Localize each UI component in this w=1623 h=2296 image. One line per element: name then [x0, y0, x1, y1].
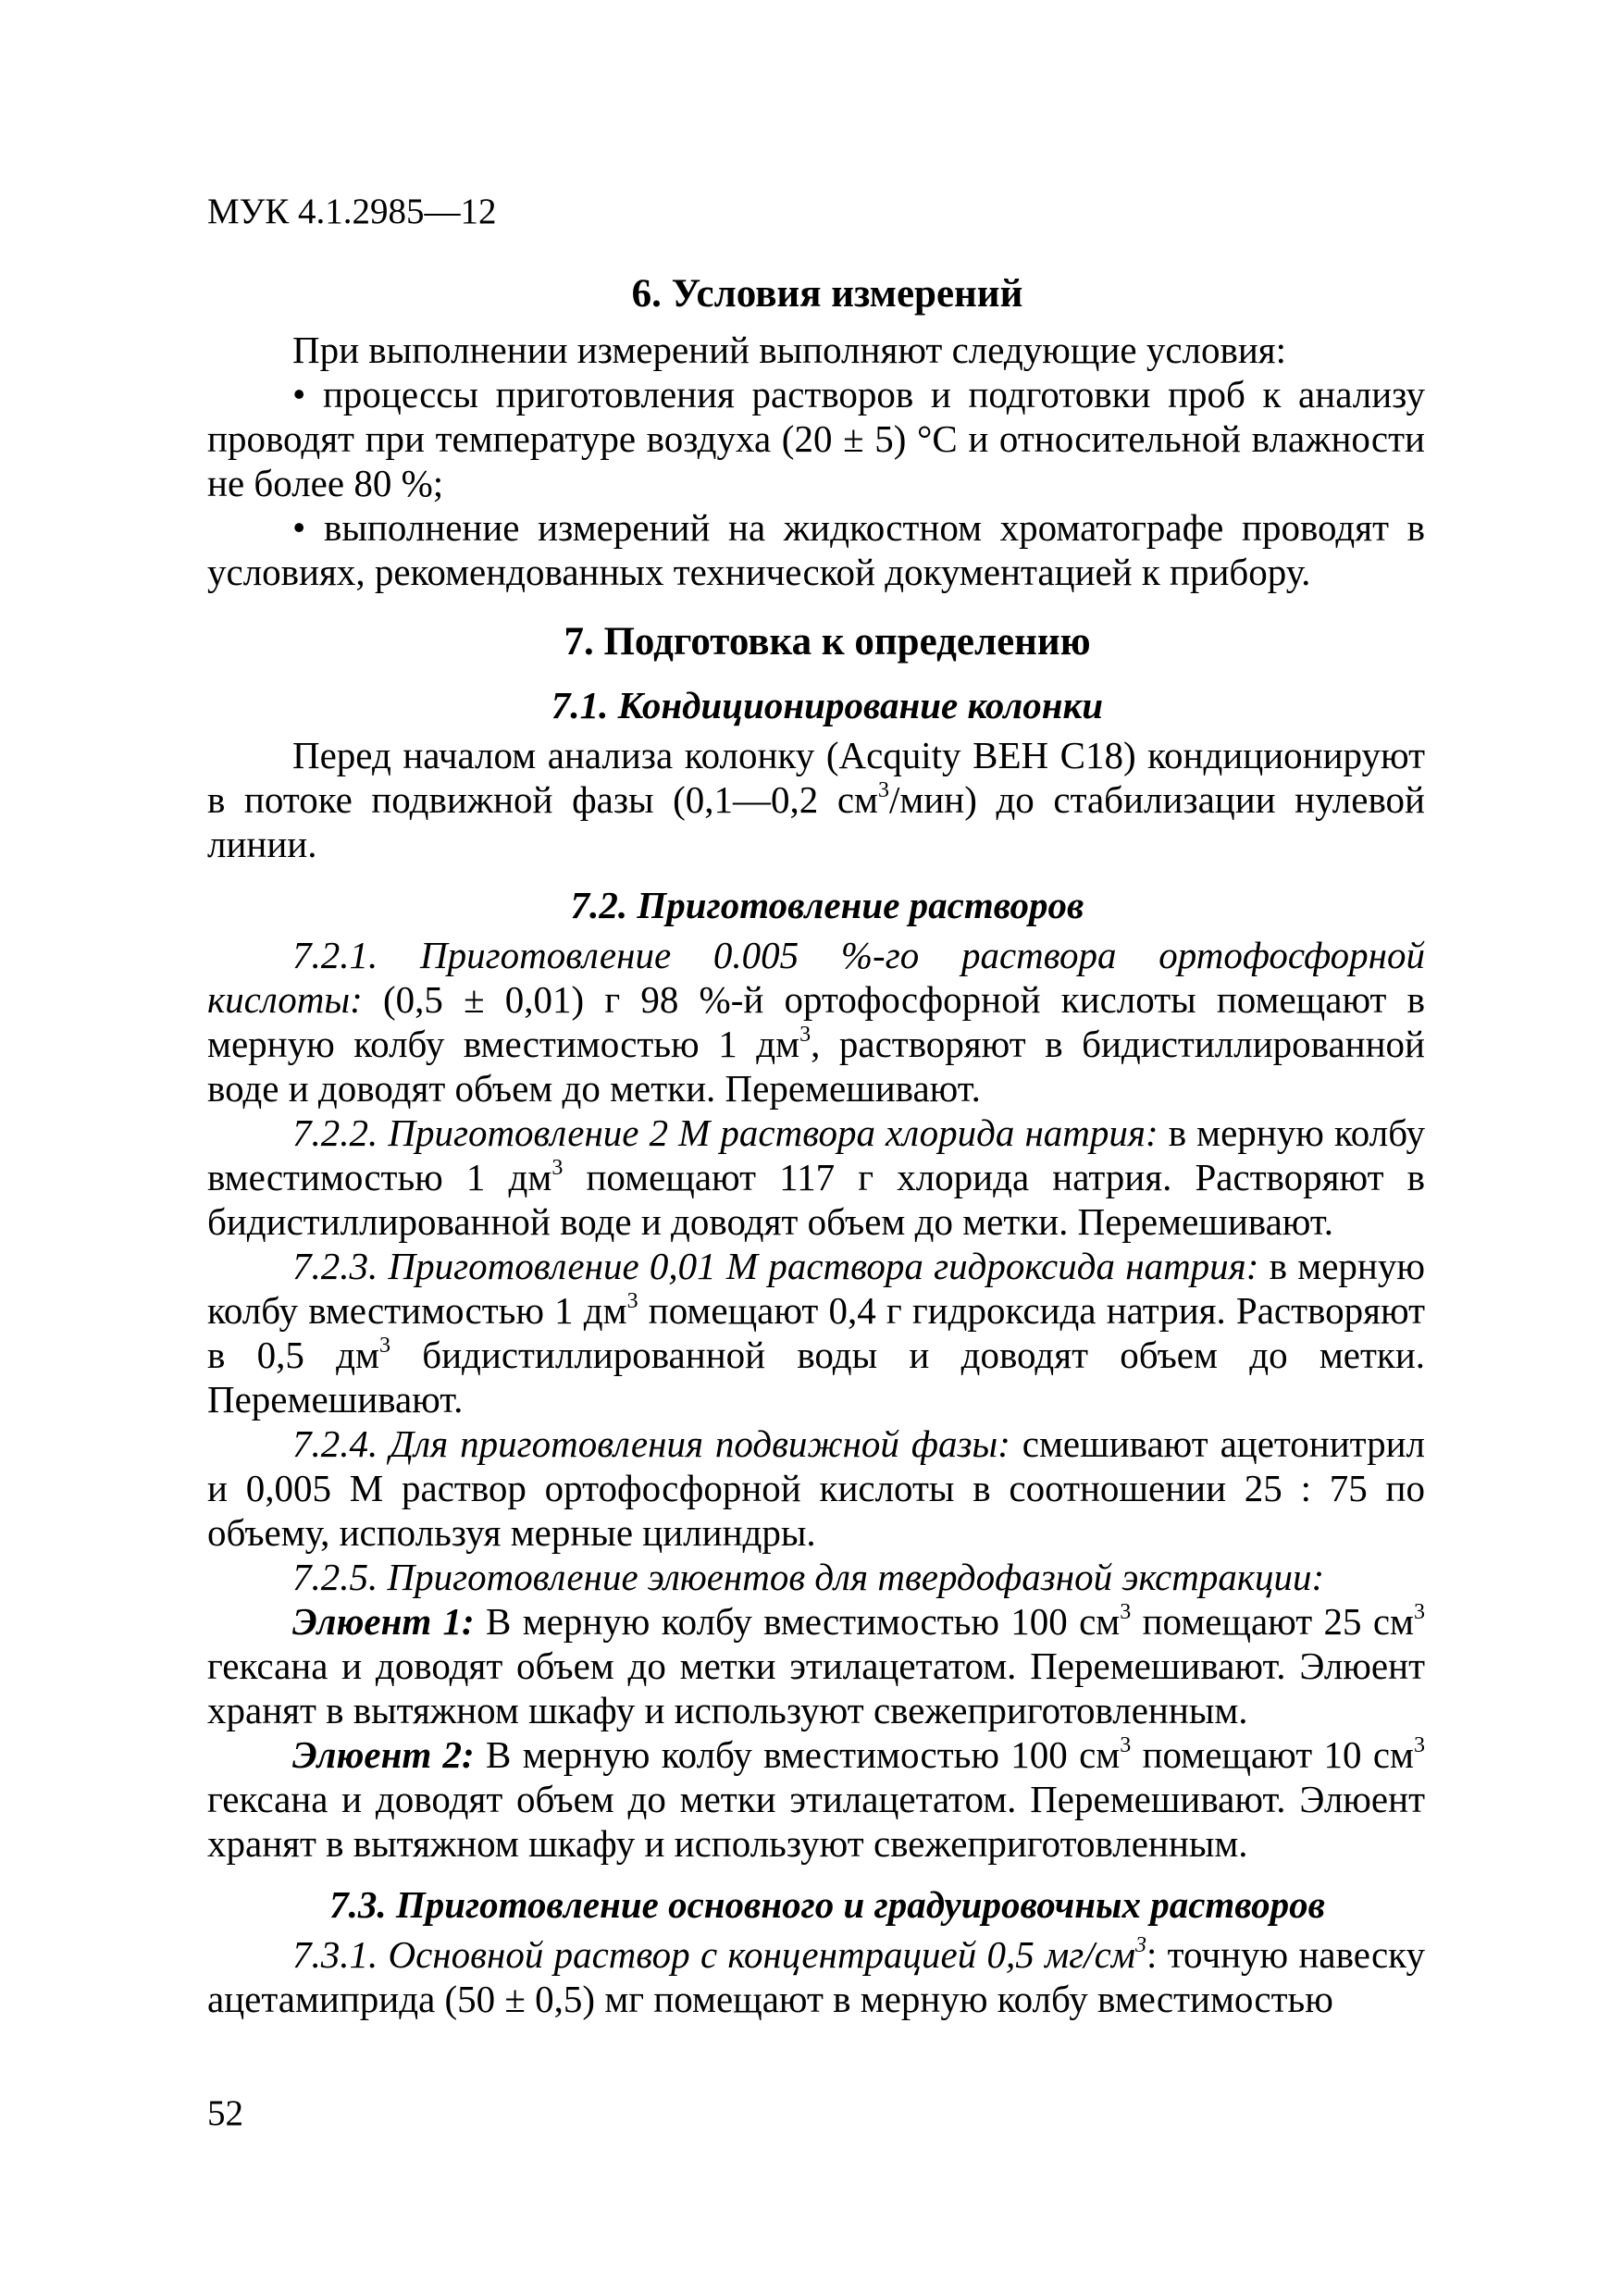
superscript: 3: [799, 1023, 812, 1047]
text-fragment: точную навеску ацетамиприда (50 ± 0,5) мг помещают в мерную колбу вместимостью: [207, 1933, 1425, 2020]
superscript: 3: [626, 1289, 638, 1313]
paragraph-7-2-4: [207, 1421, 1425, 1555]
superscript: 3: [1134, 1933, 1146, 1957]
eluent-label: Элюент 1:: [292, 1600, 475, 1643]
subsection-7-3-title: 7.3. Приготовление основного и градуировочных растворов: [329, 1883, 1325, 1926]
text-fragment: гексана и доводят объем до метки этилацетатом. Перемешивают. Элюент хранят в вытяжном шкафу и используют свежеприготовленным.: [207, 1778, 1425, 1865]
subsection-7-1-title: 7.1. Кондиционирование колонки: [551, 684, 1104, 726]
paragraph-7-2-3: [207, 1244, 1425, 1421]
text-fragment: помещают 117 г хлорида натрия. Растворяют в бидистиллированной воде и доводят объем до метки. Перемешивают.: [207, 1156, 1425, 1243]
text-fragment: В мерную колбу вместимостью 100 см: [474, 1600, 1121, 1643]
superscript: 3: [878, 778, 889, 802]
text-fragment: в мерную колбу вместимостью 1 дм: [207, 1111, 1425, 1198]
paragraph-label: 7.2.1. Приготовление 0.005 %-го раствора ортофосфорной кислоты:: [207, 934, 1425, 1021]
text-fragment: помещают 10 см: [1131, 1733, 1414, 1776]
eluent-1: [207, 1599, 1425, 1732]
paragraph-label: 7.2.5. Приготовление элюентов для твердофазной экстракции:: [292, 1556, 1325, 1598]
superscript: 3: [1413, 1600, 1425, 1624]
text-fragment: /мин) до стабилизации нулевой линии.: [207, 778, 1425, 865]
section-6-intro: При выполнении измерений выполняют следующие условия:: [292, 329, 1287, 371]
section-7-title: 7. Подготовка к определению: [564, 620, 1091, 664]
superscript: 3: [551, 1156, 564, 1180]
text-fragment: помещают 0,4 г гидроксида натрия. Растворяют в 0,5 дм: [207, 1289, 1425, 1376]
paragraph-label: 7.2.4. Для приготовления подвижной фазы:: [292, 1422, 1010, 1465]
document-code: МУК 4.1.2985—12: [207, 192, 497, 231]
subsection-7-2-title: 7.2. Приготовление растворов: [570, 884, 1084, 926]
text-fragment: , растворяют в бидистиллированной воде и доводят объем до метки. Перемешивают.: [207, 1023, 1425, 1110]
text-fragment: помещают 25 см: [1131, 1600, 1414, 1643]
paragraph-7-2-2: [207, 1111, 1425, 1244]
eluent-label: Элюент 2:: [292, 1733, 475, 1776]
paragraph-label: 7.2.3. Приготовление 0,01 М раствора гидроксида натрия:: [292, 1245, 1259, 1287]
text-fragment: В мерную колбу вместимостью 100 см: [474, 1733, 1121, 1776]
superscript: 3: [1413, 1733, 1425, 1757]
eluent-2: [207, 1732, 1425, 1866]
text-fragment: Перед началом анализа колонку (Acquity BEH C18) кондиционируют в потоке подвижной фазы (0,1—0,2 см: [207, 734, 1425, 821]
section-6-bullet-2: • выполнение измерений на жидкостном хроматографе проводят в условиях, рекомендованных технической документацией к прибору.: [207, 506, 1425, 593]
section-6-title: 6. Условия измерений: [631, 272, 1023, 316]
text-fragment: :: [1146, 1933, 1158, 1976]
paragraph-7-2-5: [207, 1555, 1425, 1599]
paragraph-7-2-1: [207, 933, 1425, 1111]
subsection-7-1-text: [207, 733, 1425, 866]
text-fragment: смешивают ацетонитрил и 0,005 М раствор ортофосфорной кислоты в соотношении 25 : 75 по объему, используя мерные цилиндры.: [207, 1422, 1425, 1554]
text-fragment: в мерную колбу вместимостью 1 дм: [207, 1245, 1425, 1332]
superscript: 3: [1120, 1600, 1132, 1624]
page-number: 52: [207, 2093, 243, 2133]
text-fragment: бидистиллированной воды и доводят объем до метки. Перемешивают.: [207, 1334, 1426, 1421]
paragraph-7-3-1: [207, 1932, 1425, 2021]
paragraph-label: 7.2.2. Приготовление 2 М раствора хлорида натрия:: [292, 1111, 1158, 1154]
section-6-bullet-1: • процессы приготовления растворов и подготовки проб к анализу проводят при температуре воздуха (20 ± 5) °С и относительной влажности не более 80 %;: [207, 373, 1425, 504]
text-fragment: гексана и доводят объем до метки этилацетатом. Перемешивают. Элюент хранят в вытяжном шкафу и используют свежеприготовленным.: [207, 1644, 1425, 1731]
paragraph-label: 7.3.1. Основной раствор с концентрацией 0,5 мг/см: [292, 1933, 1135, 1976]
superscript: 3: [1120, 1733, 1132, 1757]
superscript: 3: [378, 1334, 390, 1358]
document-body: [207, 270, 1425, 2021]
text-fragment: (0,5 ± 0,01) г 98 %-й ортофосфорной кислоты помещают в мерную колбу вместимостью 1 дм: [207, 978, 1425, 1065]
